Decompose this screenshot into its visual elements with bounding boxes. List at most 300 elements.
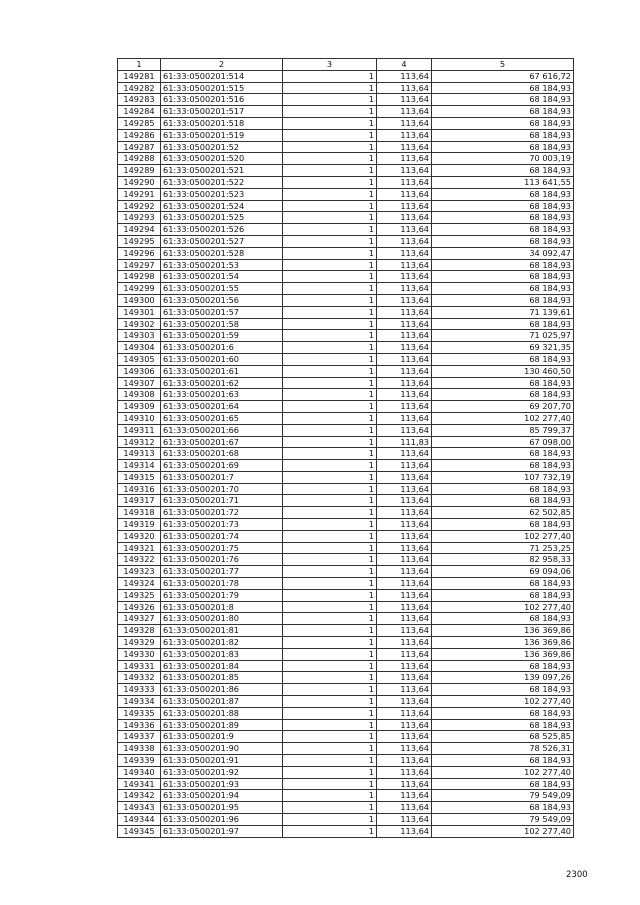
count-cell: 1 [283, 117, 377, 129]
row-number-cell: 149313 [118, 448, 161, 460]
table-row [118, 129, 574, 141]
area-cell: 113,64 [377, 224, 432, 236]
area-cell: 113,64 [377, 353, 432, 365]
column-header: 2 [161, 59, 283, 71]
count-cell: 1 [283, 814, 377, 826]
value-cell: 68 184,93 [432, 224, 574, 236]
row-number-cell: 149332 [118, 672, 161, 684]
table-row [118, 412, 574, 424]
table-row [118, 94, 574, 106]
area-cell: 113,64 [377, 519, 432, 531]
count-cell: 1 [283, 342, 377, 354]
table-row [118, 578, 574, 590]
count-cell: 1 [283, 660, 377, 672]
area-cell: 113,64 [377, 707, 432, 719]
cadastral-number-cell: 61:33:0500201:518 [161, 117, 283, 129]
cadastral-number-cell: 61:33:0500201:55 [161, 283, 283, 295]
cadastral-number-cell: 61:33:0500201:66 [161, 424, 283, 436]
area-cell: 113,64 [377, 460, 432, 472]
cadastral-number-cell: 61:33:0500201:71 [161, 495, 283, 507]
area-cell: 113,64 [377, 589, 432, 601]
table-row [118, 684, 574, 696]
area-cell: 113,64 [377, 165, 432, 177]
count-cell: 1 [283, 424, 377, 436]
count-cell: 1 [283, 271, 377, 283]
table-row [118, 755, 574, 767]
row-number-cell: 149335 [118, 707, 161, 719]
row-number-cell: 149281 [118, 70, 161, 82]
area-cell: 113,64 [377, 530, 432, 542]
area-cell: 113,64 [377, 778, 432, 790]
row-number-cell: 149284 [118, 106, 161, 118]
value-cell: 113 641,55 [432, 176, 574, 188]
row-number-cell: 149299 [118, 283, 161, 295]
table-row [118, 542, 574, 554]
value-cell: 68 184,93 [432, 188, 574, 200]
table-row [118, 70, 574, 82]
count-cell: 1 [283, 495, 377, 507]
area-cell: 113,64 [377, 672, 432, 684]
row-number-cell: 149340 [118, 766, 161, 778]
cadastral-number-cell: 61:33:0500201:521 [161, 165, 283, 177]
row-number-cell: 149302 [118, 318, 161, 330]
cadastral-number-cell: 61:33:0500201:59 [161, 330, 283, 342]
table-row [118, 330, 574, 342]
value-cell: 69 207,70 [432, 401, 574, 413]
table-row [118, 424, 574, 436]
cadastral-number-cell: 61:33:0500201:76 [161, 554, 283, 566]
count-cell: 1 [283, 684, 377, 696]
area-cell: 113,64 [377, 766, 432, 778]
row-number-cell: 149282 [118, 82, 161, 94]
value-cell: 71 253,25 [432, 542, 574, 554]
cadastral-number-cell: 61:33:0500201:96 [161, 814, 283, 826]
table-row [118, 271, 574, 283]
cadastral-number-cell: 61:33:0500201:514 [161, 70, 283, 82]
header-row [118, 59, 574, 71]
value-cell: 62 502,85 [432, 507, 574, 519]
cadastral-number-cell: 61:33:0500201:526 [161, 224, 283, 236]
area-cell: 113,64 [377, 389, 432, 401]
area-cell: 113,64 [377, 212, 432, 224]
area-cell: 113,64 [377, 743, 432, 755]
table-row [118, 200, 574, 212]
area-cell: 113,64 [377, 342, 432, 354]
area-cell: 113,64 [377, 318, 432, 330]
table-row [118, 401, 574, 413]
area-cell: 113,64 [377, 365, 432, 377]
count-cell: 1 [283, 625, 377, 637]
cadastral-number-cell: 61:33:0500201:95 [161, 802, 283, 814]
cadastral-number-cell: 61:33:0500201:74 [161, 530, 283, 542]
count-cell: 1 [283, 778, 377, 790]
count-cell: 1 [283, 106, 377, 118]
value-cell: 79 549,09 [432, 790, 574, 802]
table-row [118, 353, 574, 365]
row-number-cell: 149316 [118, 483, 161, 495]
count-cell: 1 [283, 353, 377, 365]
value-cell: 67 098,00 [432, 436, 574, 448]
table-row [118, 648, 574, 660]
row-number-cell: 149295 [118, 235, 161, 247]
area-cell: 113,64 [377, 271, 432, 283]
count-cell: 1 [283, 436, 377, 448]
cadastral-number-cell: 61:33:0500201:57 [161, 306, 283, 318]
value-cell: 82 958,33 [432, 554, 574, 566]
table-row [118, 566, 574, 578]
table-row [118, 766, 574, 778]
count-cell: 1 [283, 483, 377, 495]
count-cell: 1 [283, 707, 377, 719]
count-cell: 1 [283, 530, 377, 542]
value-cell: 68 184,93 [432, 94, 574, 106]
row-number-cell: 149304 [118, 342, 161, 354]
value-cell: 85 799,37 [432, 424, 574, 436]
table-row [118, 165, 574, 177]
value-cell: 68 184,93 [432, 613, 574, 625]
row-number-cell: 149341 [118, 778, 161, 790]
count-cell: 1 [283, 129, 377, 141]
value-cell: 102 277,40 [432, 766, 574, 778]
cadastral-number-cell: 61:33:0500201:517 [161, 106, 283, 118]
count-cell: 1 [283, 165, 377, 177]
area-cell: 113,64 [377, 802, 432, 814]
table-row [118, 625, 574, 637]
cadastral-number-cell: 61:33:0500201:62 [161, 377, 283, 389]
row-number-cell: 149308 [118, 389, 161, 401]
value-cell: 68 184,93 [432, 271, 574, 283]
row-number-cell: 149311 [118, 424, 161, 436]
cadastral-number-cell: 61:33:0500201:84 [161, 660, 283, 672]
row-number-cell: 149310 [118, 412, 161, 424]
cadastral-number-cell: 61:33:0500201:52 [161, 141, 283, 153]
area-cell: 113,64 [377, 176, 432, 188]
count-cell: 1 [283, 294, 377, 306]
area-cell: 113,64 [377, 625, 432, 637]
area-cell: 113,64 [377, 566, 432, 578]
value-cell: 68 184,93 [432, 495, 574, 507]
row-number-cell: 149305 [118, 353, 161, 365]
count-cell: 1 [283, 176, 377, 188]
row-number-cell: 149307 [118, 377, 161, 389]
row-number-cell: 149300 [118, 294, 161, 306]
area-cell: 113,64 [377, 330, 432, 342]
cadastral-number-cell: 61:33:0500201:83 [161, 648, 283, 660]
count-cell: 1 [283, 448, 377, 460]
count-cell: 1 [283, 235, 377, 247]
table-row [118, 495, 574, 507]
value-cell: 34 092,47 [432, 247, 574, 259]
count-cell: 1 [283, 318, 377, 330]
count-cell: 1 [283, 542, 377, 554]
value-cell: 102 277,40 [432, 696, 574, 708]
table-body [118, 70, 574, 837]
area-cell: 113,64 [377, 82, 432, 94]
table-row [118, 153, 574, 165]
cadastral-number-cell: 61:33:0500201:72 [161, 507, 283, 519]
row-number-cell: 149301 [118, 306, 161, 318]
count-cell: 1 [283, 212, 377, 224]
count-cell: 1 [283, 566, 377, 578]
row-number-cell: 149337 [118, 731, 161, 743]
cadastral-number-cell: 61:33:0500201:78 [161, 578, 283, 590]
count-cell: 1 [283, 554, 377, 566]
row-number-cell: 149324 [118, 578, 161, 590]
cadastral-number-cell: 61:33:0500201:79 [161, 589, 283, 601]
count-cell: 1 [283, 825, 377, 837]
table-row [118, 814, 574, 826]
area-cell: 113,64 [377, 660, 432, 672]
table-row [118, 460, 574, 472]
page-number: 2300 [566, 870, 588, 880]
area-cell: 113,64 [377, 424, 432, 436]
count-cell: 1 [283, 648, 377, 660]
row-number-cell: 149309 [118, 401, 161, 413]
value-cell: 69 094,06 [432, 566, 574, 578]
area-cell: 113,64 [377, 814, 432, 826]
value-cell: 68 184,93 [432, 141, 574, 153]
table-row [118, 507, 574, 519]
value-cell: 68 525,85 [432, 731, 574, 743]
area-cell: 113,64 [377, 247, 432, 259]
area-cell: 113,64 [377, 294, 432, 306]
table-row [118, 224, 574, 236]
cadastral-number-cell: 61:33:0500201:523 [161, 188, 283, 200]
area-cell: 113,64 [377, 578, 432, 590]
area-cell: 113,64 [377, 401, 432, 413]
row-number-cell: 149283 [118, 94, 161, 106]
count-cell: 1 [283, 259, 377, 271]
cadastral-number-cell: 61:33:0500201:67 [161, 436, 283, 448]
value-cell: 68 184,93 [432, 589, 574, 601]
count-cell: 1 [283, 719, 377, 731]
count-cell: 1 [283, 247, 377, 259]
value-cell: 68 184,93 [432, 165, 574, 177]
cadastral-number-cell: 61:33:0500201:7 [161, 471, 283, 483]
value-cell: 68 184,93 [432, 318, 574, 330]
cadastral-number-cell: 61:33:0500201:56 [161, 294, 283, 306]
cadastral-number-cell: 61:33:0500201:58 [161, 318, 283, 330]
cadastral-number-cell: 61:33:0500201:9 [161, 731, 283, 743]
area-cell: 113,64 [377, 141, 432, 153]
area-cell: 113,64 [377, 106, 432, 118]
table-row [118, 743, 574, 755]
cadastral-number-cell: 61:33:0500201:60 [161, 353, 283, 365]
cadastral-number-cell: 61:33:0500201:87 [161, 696, 283, 708]
table-row [118, 719, 574, 731]
cadastral-number-cell: 61:33:0500201:75 [161, 542, 283, 554]
area-cell: 113,64 [377, 377, 432, 389]
count-cell: 1 [283, 283, 377, 295]
row-number-cell: 149291 [118, 188, 161, 200]
value-cell: 68 184,93 [432, 660, 574, 672]
value-cell: 71 025,97 [432, 330, 574, 342]
table-row [118, 637, 574, 649]
cadastral-number-cell: 61:33:0500201:68 [161, 448, 283, 460]
cadastral-number-cell: 61:33:0500201:61 [161, 365, 283, 377]
area-cell: 113,64 [377, 554, 432, 566]
row-number-cell: 149290 [118, 176, 161, 188]
count-cell: 1 [283, 412, 377, 424]
count-cell: 1 [283, 672, 377, 684]
area-cell: 113,64 [377, 70, 432, 82]
cadastral-number-cell: 61:33:0500201:82 [161, 637, 283, 649]
table-row [118, 117, 574, 129]
table-row [118, 483, 574, 495]
count-cell: 1 [283, 188, 377, 200]
cadastral-number-cell: 61:33:0500201:54 [161, 271, 283, 283]
value-cell: 136 369,86 [432, 637, 574, 649]
value-cell: 78 526,31 [432, 743, 574, 755]
table-row [118, 212, 574, 224]
row-number-cell: 149285 [118, 117, 161, 129]
cadastral-number-cell: 61:33:0500201:64 [161, 401, 283, 413]
count-cell: 1 [283, 70, 377, 82]
area-cell: 113,64 [377, 283, 432, 295]
count-cell: 1 [283, 460, 377, 472]
table-row [118, 82, 574, 94]
count-cell: 1 [283, 471, 377, 483]
row-number-cell: 149303 [118, 330, 161, 342]
table-row [118, 283, 574, 295]
cadastral-number-cell: 61:33:0500201:516 [161, 94, 283, 106]
value-cell: 136 369,86 [432, 625, 574, 637]
count-cell: 1 [283, 82, 377, 94]
value-cell: 70 003,19 [432, 153, 574, 165]
table-row [118, 790, 574, 802]
area-cell: 113,64 [377, 129, 432, 141]
area-cell: 113,64 [377, 306, 432, 318]
cadastral-number-cell: 61:33:0500201:85 [161, 672, 283, 684]
cadastral-number-cell: 61:33:0500201:91 [161, 755, 283, 767]
table-row [118, 235, 574, 247]
table-row [118, 377, 574, 389]
value-cell: 68 184,93 [432, 259, 574, 271]
row-number-cell: 149292 [118, 200, 161, 212]
row-number-cell: 149318 [118, 507, 161, 519]
table-row [118, 471, 574, 483]
row-number-cell: 149338 [118, 743, 161, 755]
area-cell: 113,64 [377, 471, 432, 483]
row-number-cell: 149342 [118, 790, 161, 802]
value-cell: 102 277,40 [432, 412, 574, 424]
count-cell: 1 [283, 306, 377, 318]
row-number-cell: 149344 [118, 814, 161, 826]
area-cell: 113,64 [377, 790, 432, 802]
value-cell: 68 184,93 [432, 755, 574, 767]
count-cell: 1 [283, 200, 377, 212]
value-cell: 67 616,72 [432, 70, 574, 82]
value-cell: 68 184,93 [432, 82, 574, 94]
table-row [118, 342, 574, 354]
value-cell: 68 184,93 [432, 448, 574, 460]
value-cell: 102 277,40 [432, 530, 574, 542]
table-row [118, 259, 574, 271]
cadastral-number-cell: 61:33:0500201:65 [161, 412, 283, 424]
value-cell: 68 184,93 [432, 389, 574, 401]
count-cell: 1 [283, 389, 377, 401]
area-cell: 113,64 [377, 153, 432, 165]
cadastral-number-cell: 61:33:0500201:88 [161, 707, 283, 719]
count-cell: 1 [283, 790, 377, 802]
table-row [118, 294, 574, 306]
count-cell: 1 [283, 766, 377, 778]
row-number-cell: 149289 [118, 165, 161, 177]
count-cell: 1 [283, 637, 377, 649]
row-number-cell: 149339 [118, 755, 161, 767]
cadastral-number-cell: 61:33:0500201:520 [161, 153, 283, 165]
value-cell: 68 184,93 [432, 578, 574, 590]
cadastral-number-cell: 61:33:0500201:515 [161, 82, 283, 94]
row-number-cell: 149325 [118, 589, 161, 601]
row-number-cell: 149331 [118, 660, 161, 672]
table-row [118, 365, 574, 377]
count-cell: 1 [283, 578, 377, 590]
row-number-cell: 149327 [118, 613, 161, 625]
row-number-cell: 149297 [118, 259, 161, 271]
row-number-cell: 149315 [118, 471, 161, 483]
value-cell: 68 184,93 [432, 212, 574, 224]
row-number-cell: 149312 [118, 436, 161, 448]
row-number-cell: 149321 [118, 542, 161, 554]
table-row [118, 106, 574, 118]
count-cell: 1 [283, 589, 377, 601]
cadastral-number-cell: 61:33:0500201:94 [161, 790, 283, 802]
column-header: 4 [377, 59, 432, 71]
value-cell: 102 277,40 [432, 825, 574, 837]
count-cell: 1 [283, 330, 377, 342]
cadastral-number-cell: 61:33:0500201:8 [161, 601, 283, 613]
cadastral-number-cell: 61:33:0500201:524 [161, 200, 283, 212]
cadastral-number-cell: 61:33:0500201:92 [161, 766, 283, 778]
count-cell: 1 [283, 731, 377, 743]
count-cell: 1 [283, 519, 377, 531]
table-row [118, 389, 574, 401]
value-cell: 68 184,93 [432, 200, 574, 212]
cadastral-number-cell: 61:33:0500201:522 [161, 176, 283, 188]
row-number-cell: 149326 [118, 601, 161, 613]
value-cell: 68 184,93 [432, 519, 574, 531]
row-number-cell: 149298 [118, 271, 161, 283]
cadastral-number-cell: 61:33:0500201:525 [161, 212, 283, 224]
value-cell: 68 184,93 [432, 460, 574, 472]
cadastral-number-cell: 61:33:0500201:97 [161, 825, 283, 837]
area-cell: 113,64 [377, 495, 432, 507]
cadastral-number-cell: 61:33:0500201:73 [161, 519, 283, 531]
table-row [118, 825, 574, 837]
count-cell: 1 [283, 802, 377, 814]
value-cell: 79 549,09 [432, 814, 574, 826]
area-cell: 113,64 [377, 637, 432, 649]
area-cell: 113,64 [377, 200, 432, 212]
area-cell: 113,64 [377, 483, 432, 495]
cadastral-number-cell: 61:33:0500201:86 [161, 684, 283, 696]
cadastral-number-cell: 61:33:0500201:90 [161, 743, 283, 755]
area-cell: 111,83 [377, 436, 432, 448]
cadastral-number-cell: 61:33:0500201:89 [161, 719, 283, 731]
table-row [118, 530, 574, 542]
cadastral-number-cell: 61:33:0500201:53 [161, 259, 283, 271]
area-cell: 113,64 [377, 94, 432, 106]
registry-table [117, 58, 574, 838]
value-cell: 68 184,93 [432, 483, 574, 495]
cadastral-number-cell: 61:33:0500201:63 [161, 389, 283, 401]
row-number-cell: 149343 [118, 802, 161, 814]
row-number-cell: 149306 [118, 365, 161, 377]
count-cell: 1 [283, 94, 377, 106]
area-cell: 113,64 [377, 755, 432, 767]
value-cell: 107 732,19 [432, 471, 574, 483]
